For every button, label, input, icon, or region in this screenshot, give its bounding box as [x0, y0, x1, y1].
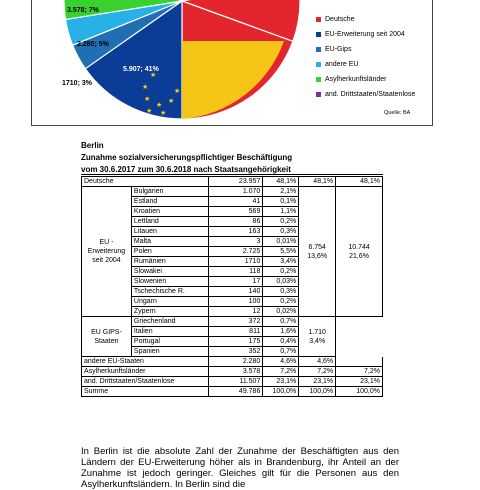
eu-subtotal: 6.754 13,6% [299, 187, 336, 317]
pie-chart-frame [31, 0, 433, 126]
cell-value: 1710 [208, 257, 263, 267]
employment-table [81, 176, 383, 397]
cell-percent: 0,4% [263, 337, 299, 347]
cell-value: 569 [208, 207, 263, 217]
cell-value: 3 [208, 237, 263, 247]
table-row [82, 357, 383, 367]
cell-percent: 0,7% [263, 347, 299, 357]
country-name: Malta [131, 237, 208, 247]
pie-label-andere-eu: 2.280; 5% [77, 41, 109, 48]
cell-percent: 23,1% [336, 377, 383, 387]
eu-star-icon: ★ [168, 97, 175, 105]
cell-percent: 0,02% [263, 307, 299, 317]
legend-swatch [316, 92, 321, 97]
cell-value: 163 [208, 227, 263, 237]
country-name: Polen [131, 247, 208, 257]
cell-percent: 0,2% [263, 217, 299, 227]
cell-value: 12 [208, 307, 263, 317]
row-label: Summe [82, 387, 209, 397]
cell-value: 140 [208, 287, 263, 297]
table-row-sum [82, 387, 383, 397]
group-label-eu-erweiterung: EU - Erweiterung seit 2004 [82, 187, 132, 317]
country-name: Estland [131, 197, 208, 207]
legend-swatch [316, 32, 321, 37]
cell-percent: 48,1% [336, 177, 383, 187]
eu-star-icon: ★ [146, 107, 153, 115]
row-label: Deutsche [82, 177, 209, 187]
legend-swatch [316, 47, 321, 52]
row-label: Asylherkunftsländer [82, 367, 209, 377]
row-label: and. Drittstaaten/Staatenlose [82, 377, 209, 387]
cell-percent: 0,01% [263, 237, 299, 247]
cell-percent: 23,1% [263, 377, 299, 387]
cell-percent: 2,1% [263, 187, 299, 197]
legend-swatch [316, 62, 321, 67]
cell-value: 49.786 [208, 387, 263, 397]
legend-label: Asylherkunftsländer [325, 76, 387, 83]
cell-percent: 23,1% [299, 377, 336, 387]
eu-total: 10.744 21,6% [336, 187, 383, 317]
cell-value: 2.725 [208, 247, 263, 257]
pie-label-eu-erweiterung: 5.907; 41% [123, 66, 159, 73]
country-name: Ungarn [131, 297, 208, 307]
cell-blank [336, 357, 383, 367]
cell-percent: 0,7% [263, 317, 299, 327]
cell-percent: 7,2% [263, 367, 299, 377]
cell-percent: 5,5% [263, 247, 299, 257]
cell-value: 17 [208, 277, 263, 287]
cell-value: 23.957 [208, 177, 263, 187]
gips-subtotal: 1.710 3,4% [299, 317, 336, 357]
country-name: Italien [131, 327, 208, 337]
country-name: Spanien [131, 347, 208, 357]
legend-swatch [316, 77, 321, 82]
country-name: Bulgarien [131, 187, 208, 197]
cell-percent: 48,1% [263, 177, 299, 187]
cell-percent: 100,0% [263, 387, 299, 397]
eu-star-icon: ★ [160, 109, 167, 117]
cell-value: 175 [208, 337, 263, 347]
table-row [82, 317, 383, 327]
country-name: Portugal [131, 337, 208, 347]
pie-chart [32, 0, 433, 126]
pie-label-asyl: 3.578; 7% [67, 7, 99, 14]
cell-percent: 3,4% [263, 257, 299, 267]
country-name: Zypern [131, 307, 208, 317]
cell-percent: 0,03% [263, 277, 299, 287]
legend-label: EU-Gips [325, 46, 352, 53]
group-label-gips: EU GIPS- Staaten [82, 317, 132, 357]
country-name: Kroatien [131, 207, 208, 217]
cell-percent: 4,6% [299, 357, 336, 367]
cell-percent: 7,2% [336, 367, 383, 377]
eu-star-icon: ★ [142, 83, 149, 91]
cell-percent: 4,6% [263, 357, 299, 367]
cell-value: 41 [208, 197, 263, 207]
country-name: Griechenland [131, 317, 208, 327]
cell-percent: 0,3% [263, 287, 299, 297]
cell-percent: 0,3% [263, 227, 299, 237]
table-title-city: Berlin [81, 141, 104, 150]
cell-value: 11.507 [208, 377, 263, 387]
cell-value: 372 [208, 317, 263, 327]
eu-star-icon: ★ [174, 87, 181, 95]
country-name: Slowakei [131, 267, 208, 277]
table-row [82, 177, 383, 187]
country-name: Slowenien [131, 277, 208, 287]
eu-star-icon: ★ [144, 95, 151, 103]
cell-value: 86 [208, 217, 263, 227]
row-label: andere EU-Staaten [82, 357, 209, 367]
cell-value: 3.578 [208, 367, 263, 377]
legend-label: EU-Erweiterung seit 2004 [325, 31, 405, 38]
pie-label-gips: 1710; 3% [62, 80, 92, 87]
eu-star-icon: ★ [156, 101, 163, 109]
legend-label: andere EU [325, 61, 359, 68]
cell-value: 118 [208, 267, 263, 277]
cell-percent: 100,0% [299, 387, 336, 397]
body-paragraph [81, 446, 399, 490]
cell-percent: 7,2% [299, 367, 336, 377]
cell-percent: 1,1% [263, 207, 299, 217]
cell-percent: 0,2% [263, 267, 299, 277]
chart-source: Quelle: BA [384, 110, 411, 116]
cell-value: 1.070 [208, 187, 263, 197]
legend-label: Deutsche [325, 16, 355, 23]
cell-percent: 48,1% [299, 177, 336, 187]
country-name: Tschechische R. [131, 287, 208, 297]
country-name: Rumänien [131, 257, 208, 267]
table-row [82, 187, 383, 197]
table-row [82, 377, 383, 387]
cell-value: 811 [208, 327, 263, 337]
cell-value: 352 [208, 347, 263, 357]
country-name: Lettland [131, 217, 208, 227]
legend-label: and. Drittstaaten/Staatenlose [325, 91, 416, 98]
table-row [82, 367, 383, 377]
eu-star-icon: ★ [150, 71, 157, 79]
table-title-period: vom 30.6.2017 zum 30.6.2018 nach Staatsangehörigkeit [81, 165, 383, 175]
cell-percent: 0,1% [263, 197, 299, 207]
cell-percent: 0,2% [263, 297, 299, 307]
country-name: Litauen [131, 227, 208, 237]
cell-value: 2.280 [208, 357, 263, 367]
cell-percent: 100,0% [336, 387, 383, 397]
table-title-main: Zunahme sozialversicherungspflichtiger Beschäftigung [81, 153, 293, 162]
paragraph-text: In Berlin ist die absolute Zahl der Zunahme der Beschäftigten aus den Ländern der EU-Erweiterung höher als in Brandenburg, ihr Anteil an der Zunahme ist jedoch geringer. Gleiches gilt für die Personen aus den Asylherkunftsländern. In Berlin sind die [81, 446, 399, 490]
cell-value: 100 [208, 297, 263, 307]
cell-percent: 1,6% [263, 327, 299, 337]
legend-swatch [316, 17, 321, 22]
